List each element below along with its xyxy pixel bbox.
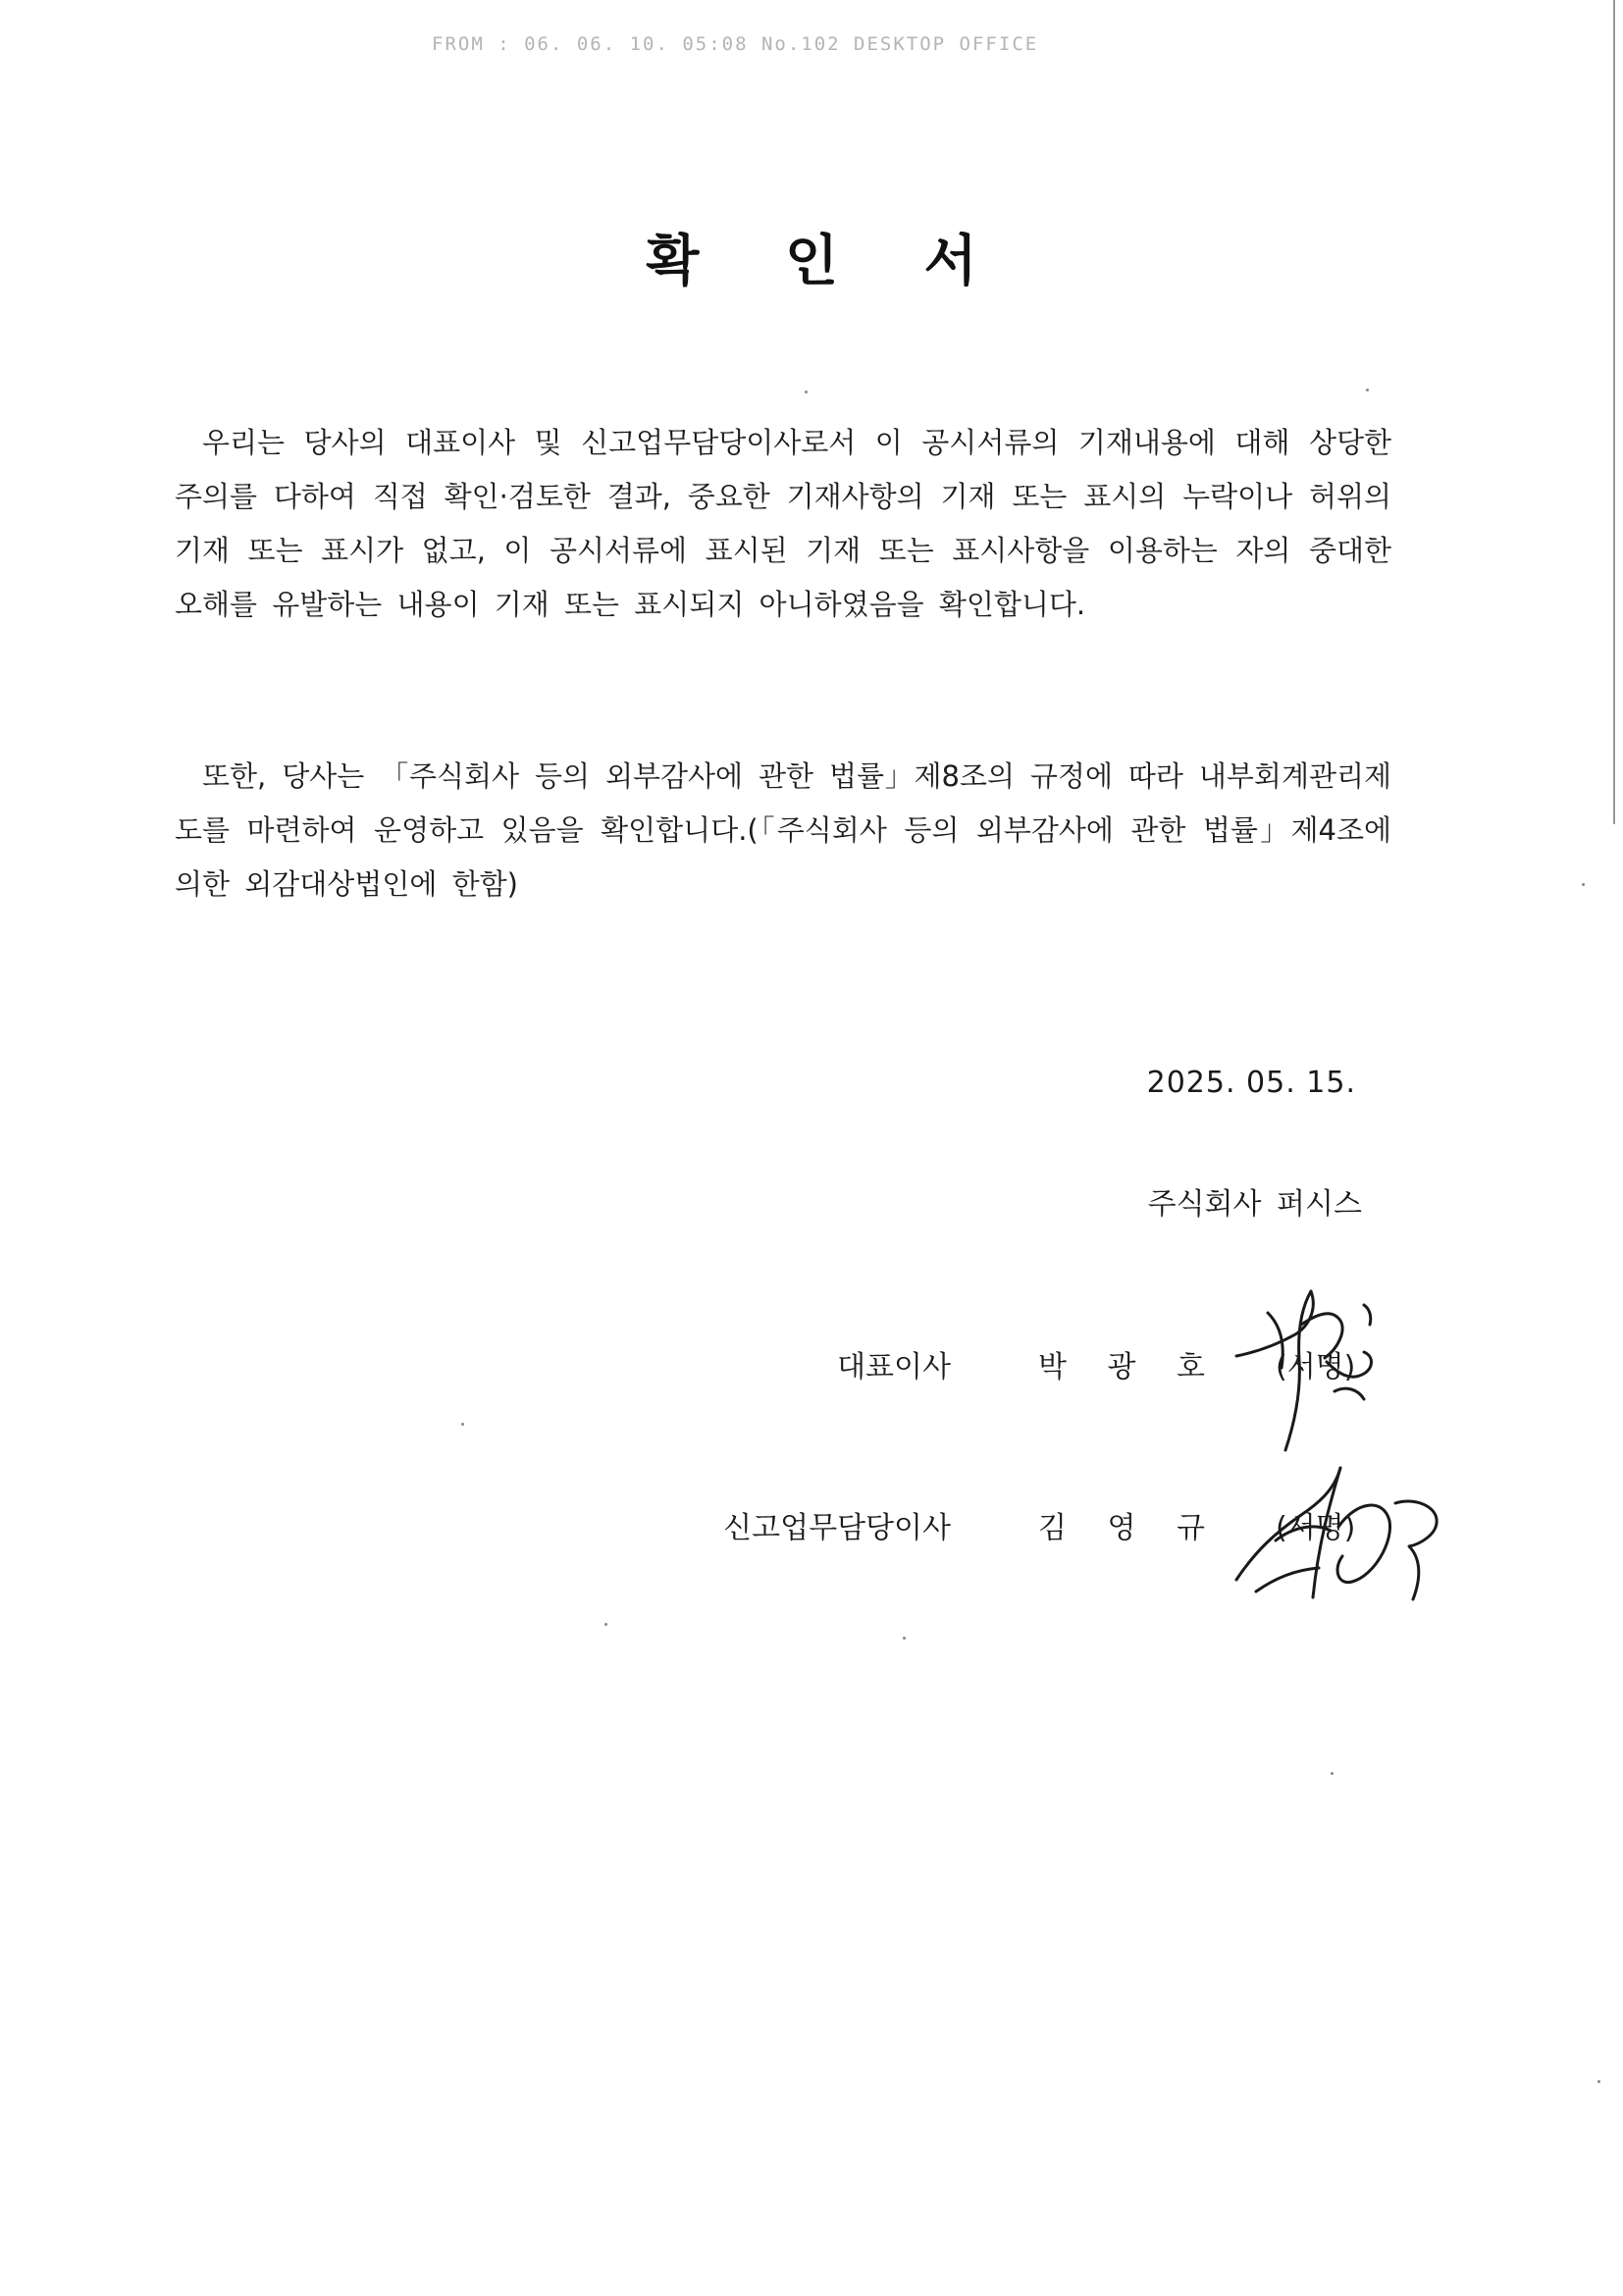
scan-speck <box>461 1423 464 1426</box>
scan-speck <box>1597 2080 1600 2083</box>
document-title: 확 인 서 <box>646 230 1011 293</box>
scan-speck <box>1366 389 1369 391</box>
fax-header: FROM : 06. 06. 10. 05:08 No.102 DESKTOP OFFICE <box>432 33 1039 55</box>
scan-speck <box>805 391 808 393</box>
scan-speck <box>604 1623 607 1626</box>
scan-edge-line <box>1613 0 1615 824</box>
scan-speck <box>1582 883 1585 886</box>
signatory-name: 박 광 호 <box>1038 1350 1222 1384</box>
signatory-name: 김 영 규 <box>1038 1511 1222 1545</box>
scan-speck <box>1331 1772 1334 1775</box>
signatory-role: 대표이사 <box>837 1350 951 1384</box>
scan-speck <box>903 1637 906 1640</box>
company-name: 주식회사 퍼시스 <box>1147 1187 1362 1222</box>
internal-control-paragraph: 또한, 당사는 「주식회사 등의 외부감사에 관한 법률」제8조의 규정에 따라 내부회계관리제도를 마련하여 운영하고 있음을 확인합니다.(「주식회사 등의 외부감사에 관한 법률」제4조에 의한 외감대상법인에 한함) <box>175 759 1391 901</box>
signature-label: (서명) <box>1276 1350 1356 1384</box>
signature-label: (서명) <box>1276 1511 1356 1545</box>
document-date: 2025. 05. 15. <box>1146 1066 1356 1100</box>
confirmation-paragraph: 우리는 당사의 대표이사 및 신고업무담당이사로서 이 공시서류의 기재내용에 대해 상당한 주의를 다하여 직접 확인·검토한 결과, 중요한 기재사항의 기재 또는 표시의 누락이나 허위의 기재 또는 표시가 없고, 이 공시서류에 표시된 기재 또는 표시사항을 이용하는 자의 중대한 오해를 유발하는 내용이 기재 또는 표시되지 아니하였음을 확인합니다. <box>175 426 1391 621</box>
signatory-role: 신고업무담당이사 <box>723 1511 951 1545</box>
handwritten-signature-disclosure-officer <box>1217 1433 1452 1619</box>
